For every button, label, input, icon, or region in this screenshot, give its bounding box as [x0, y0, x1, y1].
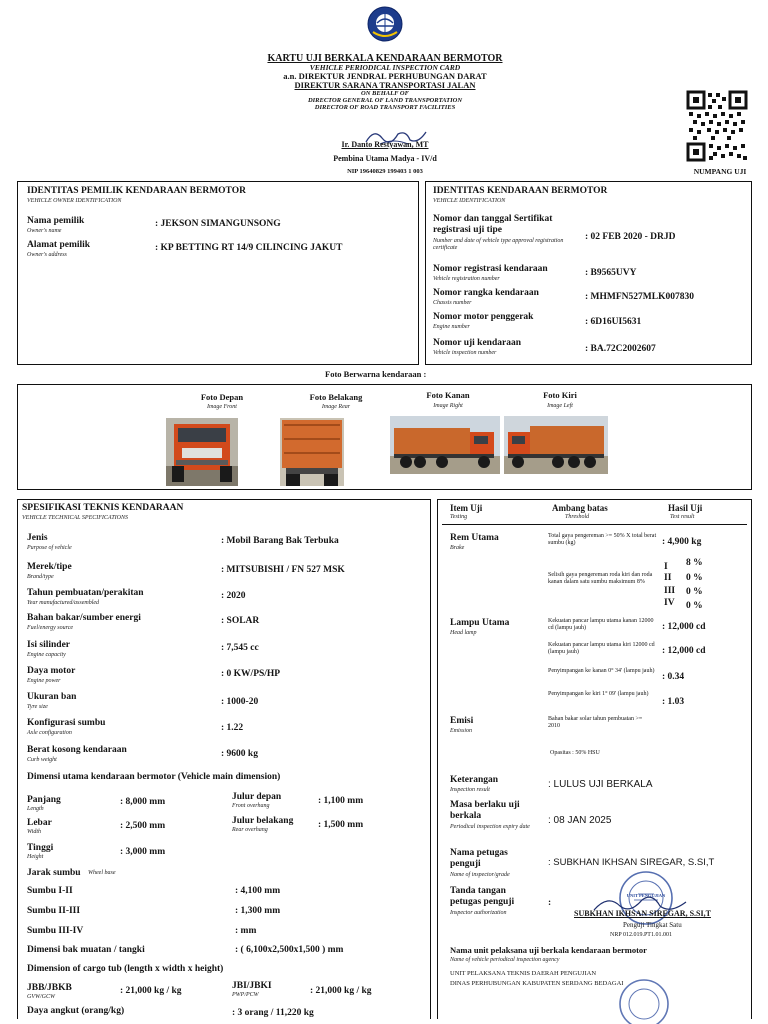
- photo-right-label: Foto Kanan: [426, 390, 470, 400]
- photo-rear: [280, 418, 344, 486]
- jbb-label-en: GVW/GCW: [27, 994, 55, 1000]
- inspection-number-label: Nomor uji kendaraan: [433, 338, 521, 348]
- owner-name-value: : JEKSON SIMANGUNSONG: [155, 219, 281, 229]
- dimensi-bak-value: : ( 6,100x2,500x1,500 ) mm: [235, 945, 344, 955]
- header-direktur: DIREKTUR SARANA TRANSPORTASI JALAN: [294, 80, 476, 90]
- header-director-road: DIRECTOR OF ROAD TRANSPORT FACILITIES: [314, 104, 456, 111]
- spec-label-en: Purpose of vehicle: [27, 545, 72, 551]
- owner-name-label-en: Owner's name: [27, 228, 62, 234]
- axle-id: II: [664, 573, 672, 583]
- signature-label-en: Inspector authorization: [450, 910, 507, 916]
- type-approval-label: Nomor dan tanggal Sertifikat registrasi uji tipe: [433, 214, 553, 235]
- spec-value: : 0 KW/PS/HP: [221, 669, 281, 679]
- axle-value: 0 %: [686, 587, 703, 597]
- tinggi-label: Tinggi: [27, 843, 54, 853]
- axle-id: I: [664, 562, 668, 572]
- inspector-name-label: Nama petugas penguji: [450, 848, 508, 869]
- result-value: : LULUS UJI BERKALA: [548, 779, 653, 790]
- test-header-divider: [442, 524, 747, 525]
- brake-label-en: Brake: [450, 545, 465, 551]
- inspector-name-value: : SUBKHAN IKHSAN SIREGAR, S.SI,T: [548, 857, 715, 868]
- julur-depan-label: Julur depan: [232, 792, 282, 802]
- cargo-dim-label: Dimension of cargo tub (length x width x height): [27, 964, 224, 974]
- specs-box: [17, 499, 431, 1019]
- jbb-label: JBB/JBKB: [27, 983, 72, 993]
- result-label-en: Inspection result: [450, 787, 490, 793]
- jbb-value: : 21,000 kg / kg: [120, 986, 182, 996]
- tinggi-value: : 3,000 mm: [120, 847, 166, 857]
- jbi-label: JBI/JBKI: [232, 981, 272, 991]
- spec-value: : 2020: [221, 591, 246, 601]
- inspection-number-label-en: Vehicle inspection number: [433, 350, 497, 356]
- photos-box: [17, 384, 752, 490]
- brake-diff-desc: Selisih gaya pengereman roda kiri dan roda kanan dalam satu sumbu maksimum 8%: [548, 572, 653, 585]
- spec-label: Isi silinder: [27, 640, 71, 650]
- col-threshold-header-en: Threshold: [565, 514, 590, 520]
- headlamp-label-en: Head lamp: [450, 630, 477, 636]
- agency-label: Nama unit pelaksana uji berkala kendaraan bermotor: [450, 945, 647, 955]
- owner-title: IDENTITAS PEMILIK KENDARAAN BERMOTOR: [27, 186, 246, 196]
- vehicle-id-title: IDENTITAS KENDARAAN BERMOTOR: [433, 186, 608, 196]
- brake-total-desc: Total gaya pengereman >= 50% X total berat sumbu (kg): [548, 533, 657, 546]
- specs-title: SPESIFIKASI TEKNIS KENDARAAN: [22, 503, 184, 513]
- photo-right: [390, 416, 500, 474]
- type-approval-label-en: Number and date of vehicle type approval registration certificate: [433, 238, 564, 251]
- brake-total-value: : 4,900 kg: [662, 537, 702, 547]
- spec-label: Daya motor: [27, 666, 76, 676]
- agency-label-en: Name of vehicle periodical inspection agency: [450, 957, 560, 963]
- header-an: a.n. DIREKTUR JENDRAL PERHUBUNGAN DARAT: [283, 71, 487, 81]
- sumbu-value: : 4,100 mm: [235, 886, 281, 896]
- spec-label: Bahan bakar/sumber energi: [27, 613, 141, 623]
- vehicle-id-title-en: VEHICLE IDENTIFICATION: [433, 198, 506, 204]
- jarak-sumbu-label-en: Wheel base: [88, 870, 116, 876]
- chassis-value: : MHMFN527MLK007830: [585, 292, 694, 302]
- photo-left: [504, 416, 608, 474]
- spec-label-en: Engine capacity: [27, 652, 66, 658]
- julur-belakang-label: Julur belakang: [232, 816, 294, 826]
- julur-belakang-value: : 1,500 mm: [318, 820, 364, 830]
- header-behalf: ON BEHALF OF: [361, 90, 409, 97]
- photo-front-label-en: Image Front: [207, 404, 237, 410]
- spec-label-en: Tyre size: [27, 704, 48, 710]
- headlamp-label: Lampu Utama: [450, 618, 510, 628]
- dimensi-bak-label: Dimensi bak muatan / tangki: [27, 945, 145, 955]
- registration-value: : B9565UVY: [585, 268, 637, 278]
- headlamp-value: : 12,000 cd: [662, 622, 706, 632]
- header-director-general: DIRECTOR GENERAL OF LAND TRANSPORTATION: [307, 97, 463, 104]
- axle-value: 0 %: [686, 601, 703, 611]
- spec-value: : 9600 kg: [221, 749, 258, 759]
- brake-label: Rem Utama: [450, 533, 499, 543]
- specs-title-en: VEHICLE TECHNICAL SPECIFICATIONS: [22, 515, 129, 521]
- owner-name-label: Nama pemilik: [27, 216, 85, 226]
- spec-label-en: Axle configuration: [27, 730, 72, 736]
- signature-colon: :: [548, 898, 552, 908]
- spec-label: Merek/tipe: [27, 562, 72, 572]
- photo-front-label: Foto Depan: [200, 392, 244, 402]
- spec-label-en: Curb weight: [27, 757, 57, 763]
- result-label: Keterangan: [450, 775, 499, 785]
- expiry-label-en: Periodical inspection expiry date: [450, 824, 530, 830]
- registration-label-en: Vehicle registration number: [433, 276, 500, 282]
- headlamp-desc: Penyimpangan ke kiri 1° 09' (lampu jauh): [548, 691, 649, 697]
- headlamp-value: : 1.03: [662, 697, 685, 707]
- jarak-sumbu-label: Jarak sumbu: [27, 868, 81, 878]
- daya-angkut-label: Daya angkut (orang/kg): [27, 1006, 125, 1016]
- engine-number-label-en: Engine number: [433, 324, 470, 330]
- chassis-label: Nomor rangka kendaraan: [433, 288, 539, 298]
- spec-label: Berat kosong kendaraan: [27, 745, 127, 755]
- jbi-value: : 21,000 kg / kg: [310, 986, 372, 996]
- expiry-label: Masa berlaku uji berkala: [450, 800, 520, 821]
- spec-label-en: Fuel/energy source: [27, 625, 74, 631]
- opacity-value: Opasitas : 50% HSU: [550, 750, 600, 756]
- agency-line-2: DINAS PERHUBUNGAN KABUPATEN SERDANG BEDAGAI: [450, 980, 624, 987]
- spec-value: : MITSUBISHI / FN 527 MSK: [221, 565, 345, 575]
- photo-right-label-en: Image Right: [433, 403, 463, 409]
- owner-identity-box: [17, 181, 419, 365]
- signature-label: Tanda tangan petugas penguji: [450, 886, 515, 907]
- julur-depan-label-en: Front overhang: [232, 803, 270, 809]
- sumbu-label: Sumbu II-III: [27, 906, 81, 916]
- signer-nrp: NRP 012.019.PT1.01.001: [610, 932, 672, 938]
- spec-label-en: Engine power: [27, 678, 61, 684]
- spec-value: : 1.22: [221, 723, 244, 733]
- jbi-label-en: PWP/PCW: [232, 992, 259, 998]
- owner-address-label-en: Owner's address: [27, 252, 67, 258]
- official-nip: NIP 19640829 199403 1 003: [347, 168, 423, 175]
- official-name: Ir. Danto Restyawan, MT: [341, 140, 429, 149]
- owner-address-value: : KP BETTING RT 14/9 CILINCING JAKUT: [155, 243, 343, 253]
- signer-rank: Penguji Tingkat Satu: [623, 921, 682, 929]
- col-result-header-en: Test result: [670, 514, 695, 520]
- axle-id: IV: [664, 598, 675, 608]
- spec-label-en: Brand/type: [27, 574, 54, 580]
- photos-section-title: Foto Berwarna kendaraan :: [325, 369, 427, 379]
- headlamp-value: : 12,000 cd: [662, 646, 706, 656]
- spec-label: Ukuran ban: [27, 692, 77, 702]
- axle-value: 0 %: [686, 573, 703, 583]
- col-result-header: Hasil Uji: [668, 503, 703, 513]
- photo-front: [166, 418, 238, 486]
- emission-label: Emisi: [450, 716, 474, 726]
- photo-left-label: Foto Kiri: [543, 390, 577, 400]
- card-title-en: VEHICLE PERIODICAL INSPECTION CARD: [309, 63, 461, 72]
- photo-left-label-en: Image Left: [547, 403, 573, 409]
- sumbu-value: : mm: [235, 926, 257, 936]
- lebar-value: : 2,500 mm: [120, 821, 166, 831]
- sumbu-value: : 1,300 mm: [235, 906, 281, 916]
- ministry-logo: [367, 6, 403, 42]
- headlamp-desc: Penyimpangan ke kanan 0° 34' (lampu jauh): [548, 668, 655, 674]
- axle-value: 8 %: [686, 558, 703, 568]
- signer-name: SUBKHAN IKHSAN SIREGAR, S.SI,T: [574, 909, 711, 918]
- julur-depan-value: : 1,100 mm: [318, 796, 364, 806]
- chassis-label-en: Chassis number: [433, 300, 472, 306]
- qr-code: [686, 90, 748, 162]
- headlamp-desc: Kekuatan pancar lampu utama kiri 12000 cd (lampu jauh): [548, 642, 655, 655]
- spec-value: : 1000-20: [221, 697, 259, 707]
- photo-rear-label: Foto Belakang: [309, 392, 363, 402]
- official-rank: Pembina Utama Madya - IV/d: [333, 154, 437, 163]
- panjang-value: : 8,000 mm: [120, 797, 166, 807]
- spec-value: : SOLAR: [221, 616, 260, 626]
- lebar-label: Lebar: [27, 818, 52, 828]
- axle-id: III: [664, 586, 676, 596]
- spec-label: Jenis: [27, 533, 48, 543]
- owner-title-en: VEHICLE OWNER IDENTIFICATION: [27, 198, 122, 204]
- engine-number-value: : 6D16UI5631: [585, 317, 642, 327]
- header-block: [230, 54, 540, 111]
- dimension-title: Dimensi utama kendaraan bermotor (Vehicle main dimension): [27, 772, 281, 782]
- emission-label-en: Emission: [450, 728, 473, 734]
- engine-number-label: Nomor motor penggerak: [433, 312, 534, 322]
- headlamp-desc: Kekuatan pancar lampu utama kanan 12000 cd (lampu jauh): [548, 618, 654, 631]
- spec-label: Konfigurasi sumbu: [27, 718, 106, 728]
- photo-rear-label-en: Image Rear: [321, 404, 351, 410]
- tinggi-label-en: Height: [27, 854, 44, 860]
- agency-line-1: UNIT PELAKSANA TEKNIS DAERAH PENGUJIAN: [450, 970, 597, 977]
- agency-stamp: [618, 976, 670, 1024]
- lebar-label-en: Width: [27, 829, 42, 835]
- spec-label: Tahun pembuatan/perakitan: [27, 588, 144, 598]
- col-threshold-header: Ambang batas: [552, 503, 608, 513]
- sumbu-label: Sumbu III-IV: [27, 926, 84, 936]
- stamp-text: UNIT PENGUJIAN: [626, 893, 666, 898]
- daya-angkut-value: : 3 orang / 11,220 kg: [232, 1008, 314, 1018]
- spec-value: : Mobil Barang Bak Terbuka: [221, 536, 339, 546]
- spec-value: : 7,545 cc: [221, 643, 259, 653]
- panjang-label-en: Length: [27, 806, 44, 812]
- registration-label: Nomor registrasi kendaraan: [433, 264, 548, 274]
- inspector-name-label-en: Name of inspector/grade: [450, 872, 510, 878]
- owner-address-label: Alamat pemilik: [27, 240, 91, 250]
- julur-belakang-label-en: Rear overhang: [232, 827, 268, 833]
- col-item-header-en: Testing: [450, 514, 468, 520]
- card-title: KARTU UJI BERKALA KENDARAAN BERMOTOR: [267, 53, 503, 64]
- emission-desc: Bahan bakar solar tahun pembuatan >= 2010: [548, 716, 643, 729]
- headlamp-value: : 0.34: [662, 672, 685, 682]
- spec-label-en: Year manufactured/assembled: [27, 600, 100, 606]
- expiry-value: : 08 JAN 2025: [548, 815, 612, 826]
- inspection-number-value: : BA.72C2002607: [585, 344, 656, 354]
- sumbu-label: Sumbu I-II: [27, 886, 73, 896]
- col-item-header: Item Uji: [450, 503, 483, 513]
- qr-label: NUMPANG UJI: [693, 167, 747, 176]
- panjang-label: Panjang: [27, 795, 61, 805]
- type-approval-value: : 02 FEB 2020 - DRJD: [585, 232, 676, 242]
